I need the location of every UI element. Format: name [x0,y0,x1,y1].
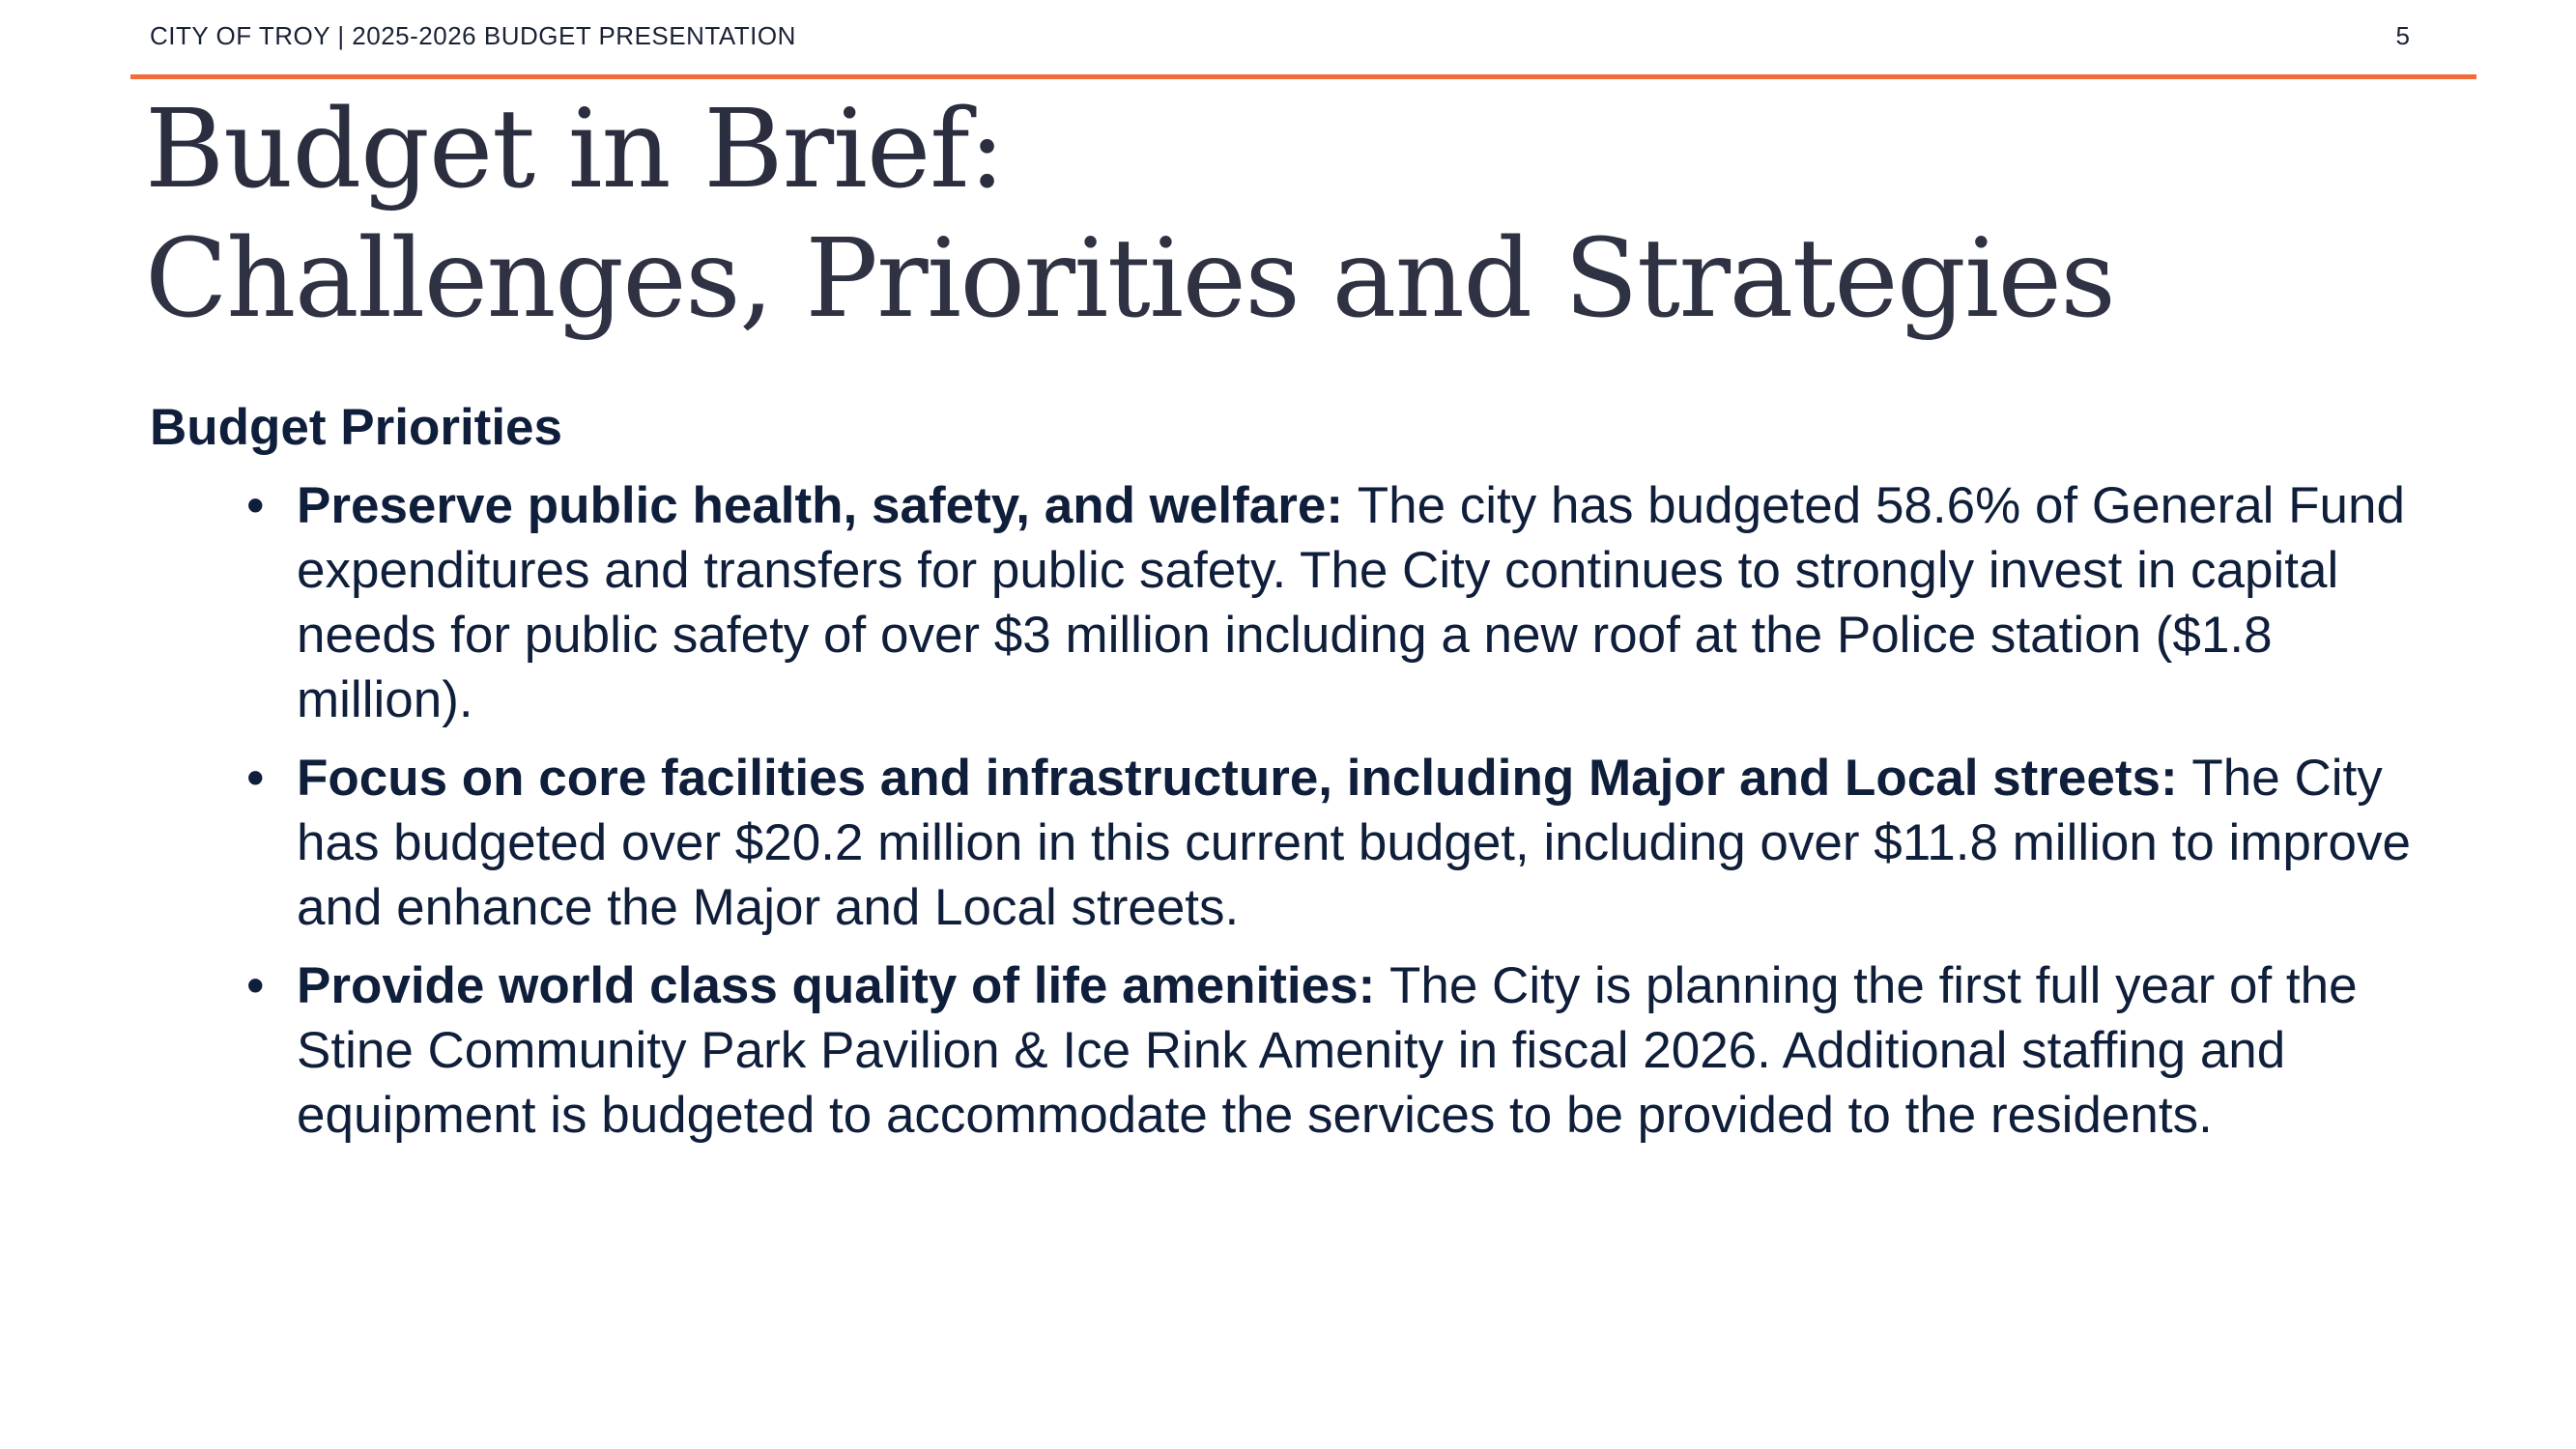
bullet-body: The City has budgeted over $20.2 million in this current budget, including over $11.8 million to improve and enhance the Major and Local streets. [297,750,2412,936]
bullet-icon: • [246,750,265,807]
slide-title [145,85,2114,344]
bullet-icon: • [246,477,265,534]
list-item [246,473,2420,732]
page-number: 5 [2395,21,2410,50]
header-label: CITY OF TROY | 2025-2026 BUDGET PRESENTATION [150,21,796,50]
bullet-lead: Provide world class quality of life amenities: [297,957,1389,1014]
title-line-2: Challenges, Priorities and Strategies [145,216,2115,342]
bullet-body: The City is planning the first full year of the Stine Community Park Pavilion & Ice Rink Amenity in fiscal 2026. Additional staffing and equipment is budgeted to accommodate the services to be provided to the residents. [297,957,2358,1144]
bullet-lead: Preserve public health, safety, and welfare: [297,477,1358,534]
header-divider [130,74,2476,79]
bullet-icon: • [246,957,265,1014]
priorities-list [246,473,2420,1161]
section-heading: Budget Priorities [150,399,563,456]
title-line-1: Budget in Brief: [145,87,1005,213]
bullet-lead: Focus on core facilities and infrastructure, including Major and Local streets: [297,750,2192,807]
bullet-body: The city has budgeted 58.6% of General Fund expenditures and transfers for public safety. The City continues to strongly invest in capital needs for public safety of over $3 million including a new roof at the Police station ($1.8 million). [297,477,2405,728]
list-item [246,746,2420,940]
list-item [246,953,2420,1148]
